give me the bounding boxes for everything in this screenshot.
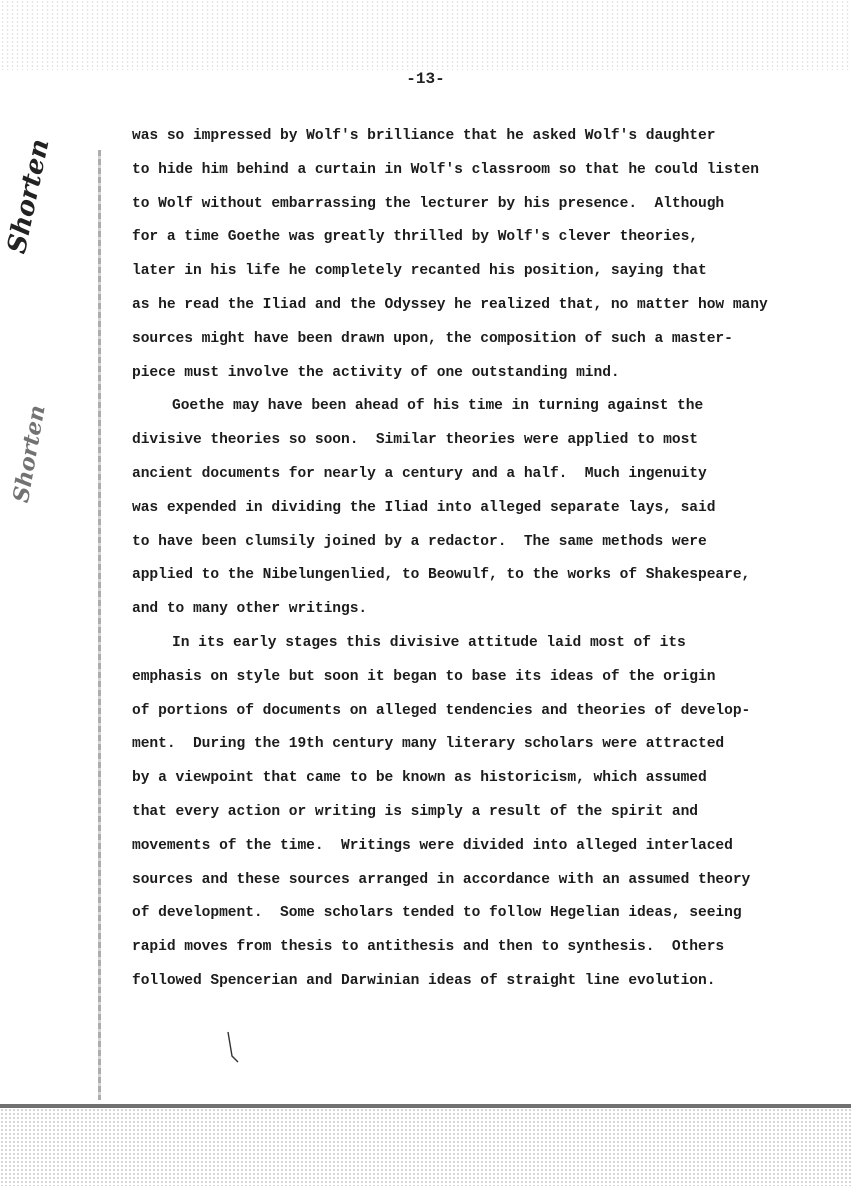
text-line: and to many other writings. — [132, 601, 368, 618]
text-line: to have been clumsily joined by a redactor. The same methods were — [132, 533, 707, 550]
margin-bracket-line — [98, 150, 101, 1100]
text-line: followed Spencerian and Darwinian ideas of straight line evolution. — [132, 972, 716, 989]
text-line: as he read the Iliad and the Odyssey he realized that, no matter how many — [132, 296, 768, 313]
text-line: was so impressed by Wolf's brilliance that he asked Wolf's daughter — [132, 128, 716, 144]
text-line: divisive theories so soon. Similar theories were applied to most — [132, 432, 698, 449]
text-line: to Wolf without embarrassing the lecturer by his presence. Although — [132, 195, 725, 212]
text-line: rapid moves from thesis to antithesis and then to synthesis. Others — [132, 939, 725, 956]
text-line: sources and these sources arranged in accordance with an assumed theory — [132, 871, 751, 888]
text-line: was expended in dividing the Iliad into alleged separate lays, said — [132, 499, 716, 516]
handwritten-margin-note: Shorten — [2, 136, 56, 257]
text-line: sources might have been drawn upon, the composition of such a master- — [132, 330, 733, 347]
text-line: to hide him behind a curtain in Wolf's classroom so that he could listen — [132, 161, 759, 178]
scan-noise-top — [0, 0, 851, 70]
text-line: In its early stages this divisive attitude laid most of its — [172, 634, 686, 651]
text-line: of portions of documents on alleged tendencies and theories of develop- — [132, 702, 751, 719]
pen-mark-icon — [226, 1030, 240, 1064]
text-line: emphasis on style but soon it began to base its ideas of the origin — [132, 668, 716, 685]
scan-noise-bottom — [0, 1108, 851, 1186]
text-line: ancient documents for nearly a century and a half. Much ingenuity — [132, 465, 707, 482]
text-line: piece must involve the activity of one outstanding mind. — [132, 364, 620, 381]
text-line: Goethe may have been ahead of his time in turning against the — [172, 398, 704, 415]
text-line: that every action or writing is simply a result of the spirit and — [132, 803, 698, 820]
handwritten-margin-note: Shorten — [8, 403, 51, 505]
text-line: by a viewpoint that came to be known as historicism, which assumed — [132, 770, 707, 787]
text-line: ment. During the 19th century many literary scholars were attracted — [132, 736, 725, 753]
text-line: later in his life he completely recanted his position, saying that — [132, 263, 707, 280]
page-number: -13- — [406, 70, 445, 88]
text-line: movements of the time. Writings were divided into alleged interlaced — [132, 837, 733, 854]
text-line: applied to the Nibelungenlied, to Beowulf, to the works of Shakespeare, — [132, 567, 751, 584]
document-body — [132, 122, 832, 1001]
text-line: for a time Goethe was greatly thrilled by Wolf's clever theories, — [132, 229, 698, 246]
text-line: of development. Some scholars tended to follow Hegelian ideas, seeing — [132, 905, 742, 922]
